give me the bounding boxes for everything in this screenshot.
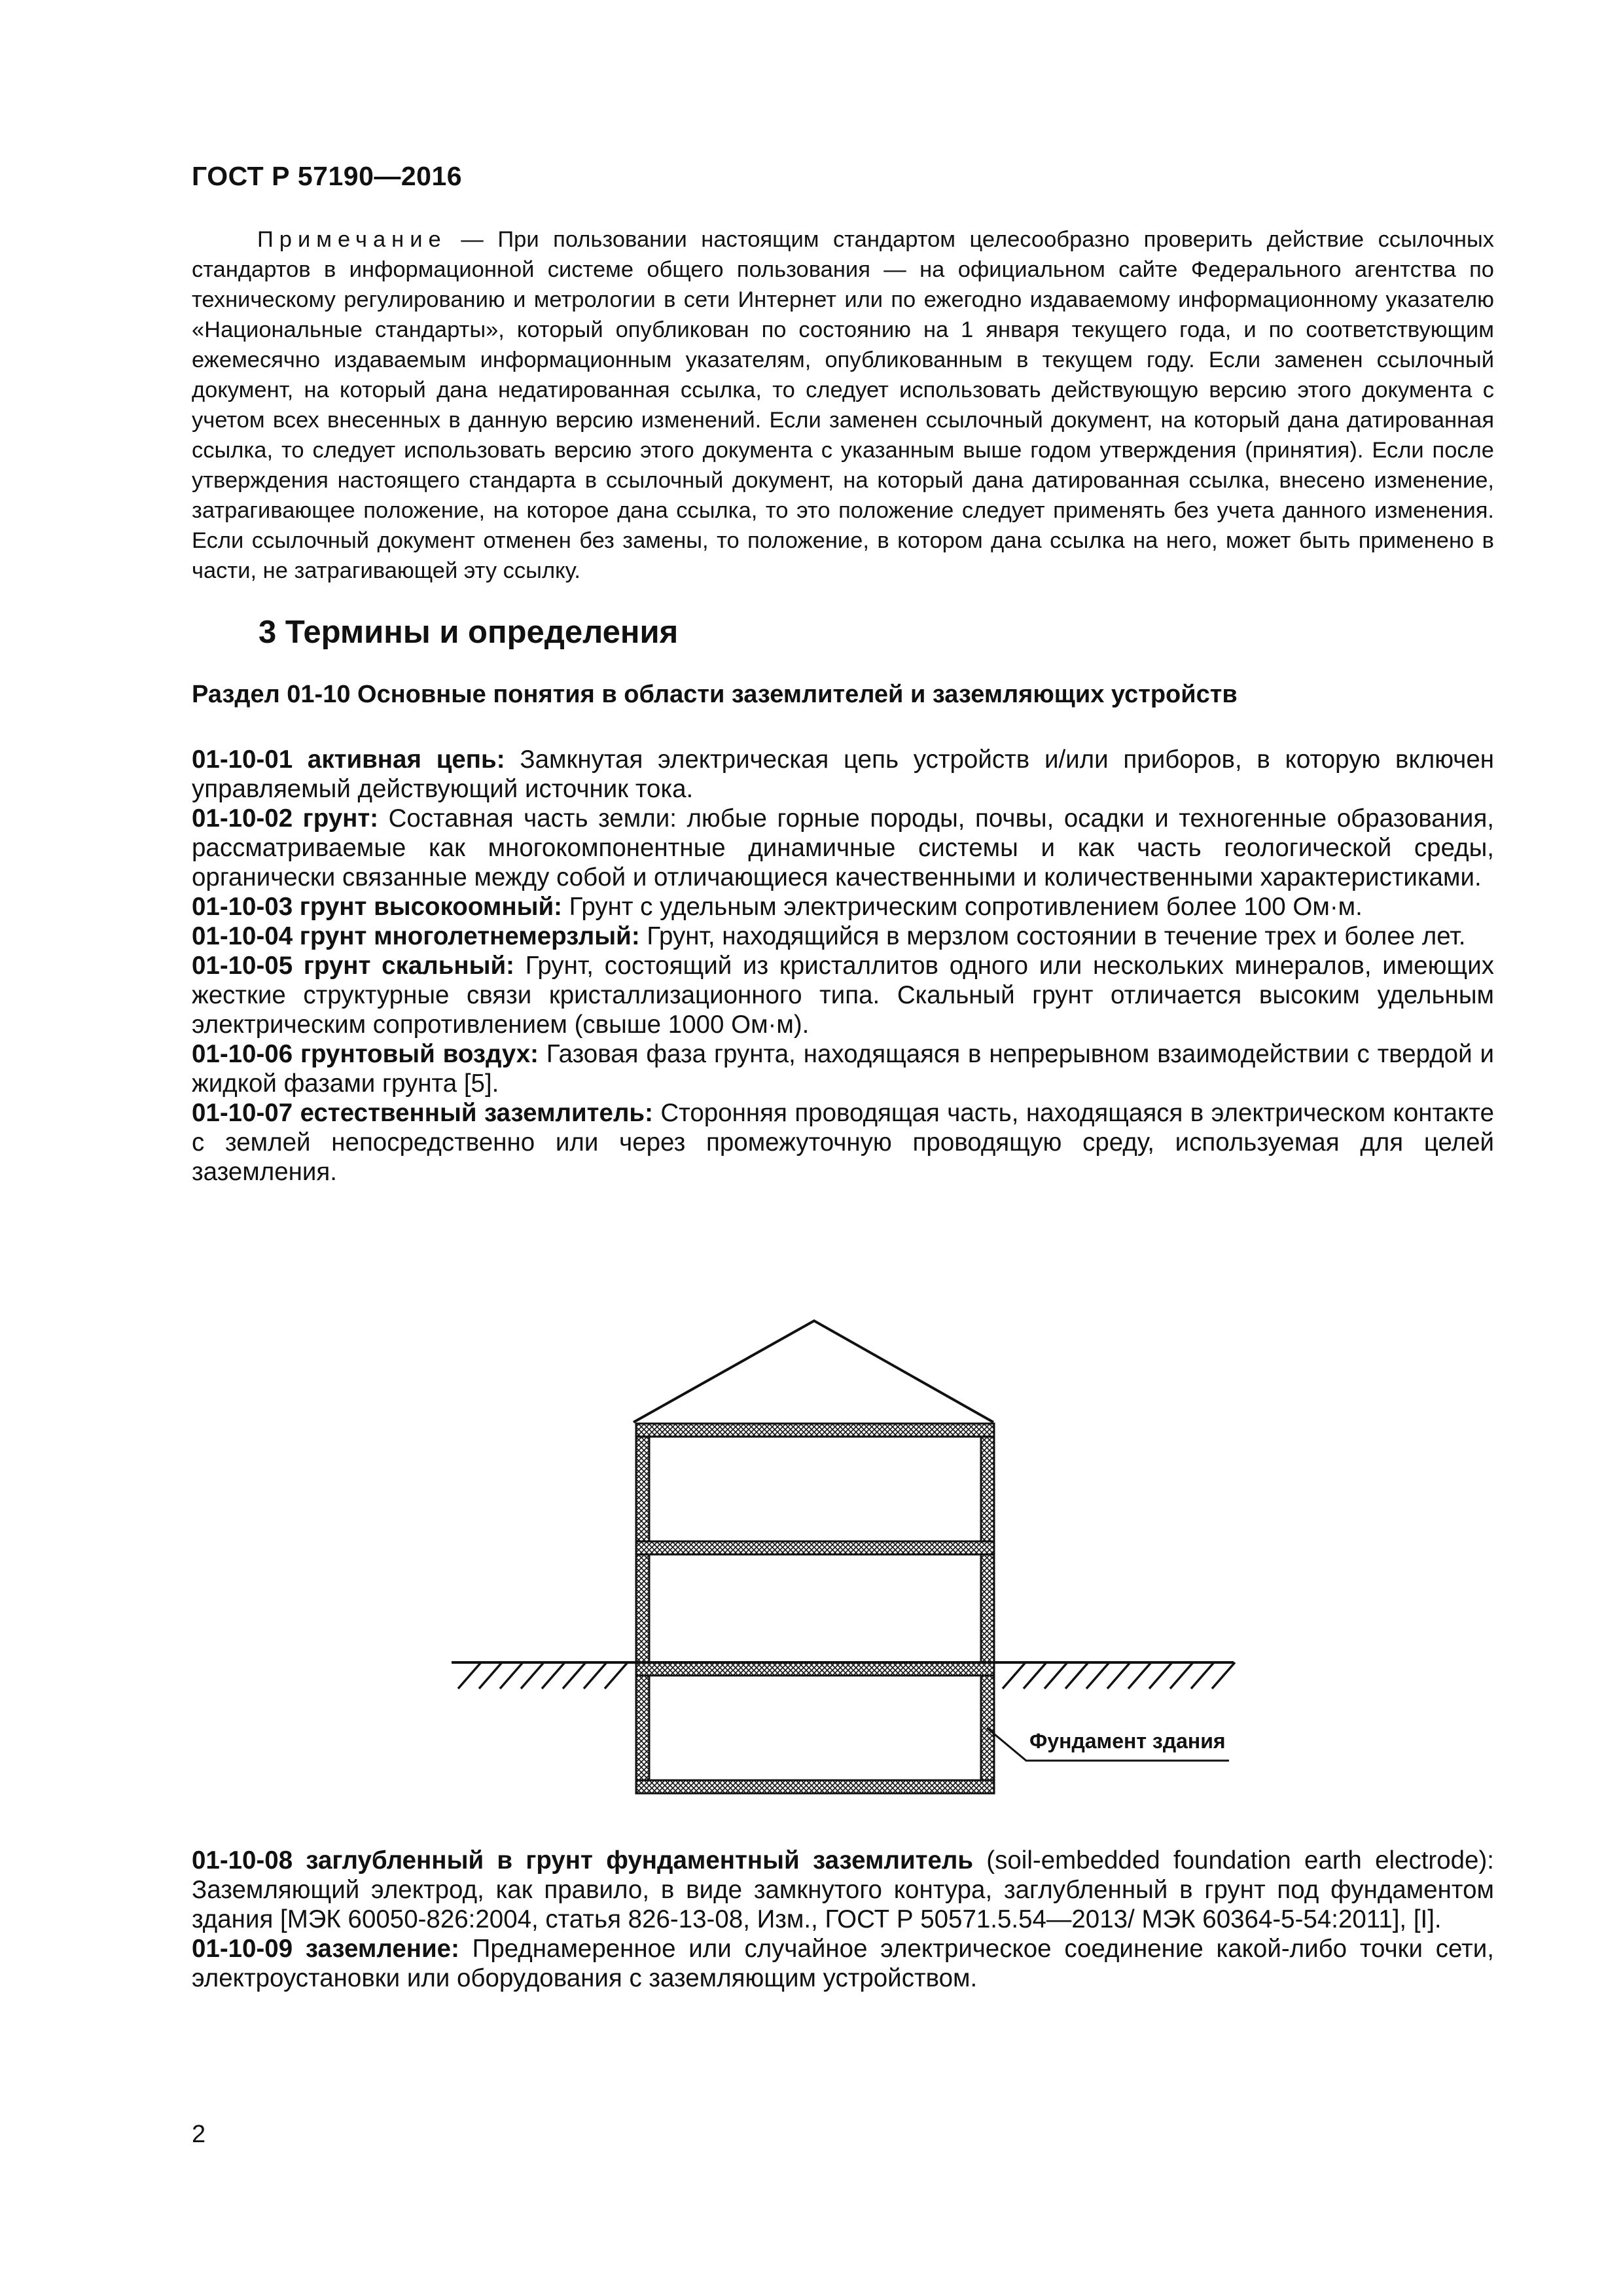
figure-caption: Фундамент здания [1029,1729,1226,1753]
subsection-title: Раздел 01-10 Основные понятия в области заземлителей и заземляющих устройств [192,681,1238,708]
term-entry [192,951,1494,1039]
top-slab [636,1424,994,1437]
term-entry [192,922,1494,951]
term-name: 01-10-09 заземление: [192,1935,459,1963]
term-name: 01-10-02 грунт: [192,804,379,833]
term-definition: Газовая фаза грунта, находящаяся в непрерывном взаимодействии с твердой и жидкой фазами грунта [5]. [192,1040,1494,1098]
term-name: 01-10-05 грунт скальный: [192,952,514,980]
page-number: 2 [192,2121,206,2148]
roof-line [633,1321,993,1422]
term-name: 01-10-04 грунт многолетнемерзлый: [192,922,640,950]
note-label: Примечание [257,227,447,252]
term-entry [192,1039,1494,1098]
right-wall [981,1424,994,1793]
ground-slab [636,1662,994,1676]
term-entry [192,1934,1494,1993]
terms-list-bottom [192,1846,1494,1993]
term-definition: Замкнутая электрическая цепь устройств и/или приборов, в которую включен управляемый действующий источник тока. [192,745,1494,803]
section-title: 3 Термины и определения [259,615,679,650]
middle-slab [636,1541,994,1554]
term-name: 01-10-07 естественный заземлитель: [192,1099,653,1127]
standard-header: ГОСТ Р 57190—2016 [192,161,463,191]
term-definition: (soil-embedded foundation earth electrode): Заземляющий электрод, как правило, в виде замкнутого контура, заглубленный в грунт под фундаментом здания [МЭК 60050-826:2004, статья 826-13-08, Изм., ГОСТ Р 50571.5.54—2013/ МЭК 60364-5-54:2011], [I]. [192,1846,1494,1933]
term-definition: Сторонняя проводящая часть, находящаяся в электрическом контакте с землей непосредственно или через промежуточную проводящую среду, используемая для целей заземления. [192,1099,1494,1186]
term-entry [192,1098,1494,1187]
term-name: 01-10-01 активная цепь: [192,745,505,774]
term-entry [192,745,1494,804]
terms-list-top [192,745,1494,1187]
note-paragraph [192,224,1494,586]
term-name: 01-10-06 грунтовый воздух: [192,1040,539,1068]
left-wall [636,1424,649,1793]
term-entry [192,804,1494,892]
note-text: — При пользовании настоящим стандартом целесообразно проверить действие ссылочных стандартов в информационной системе общего пользования — на официальном сайте Федерального агентства по техническому регулированию и метрологии в сети Интернет или по ежегодно издаваемому информационному указателю «Национальные стандарты», который опубликован по состоянию на 1 января текущего года, и по соответствующим ежемесячно издаваемым информационным указателям, опубликованным в текущем году. Если заменен ссылочный документ, на который дана недатированная ссылка, то следует использовать действующую версию этого документа с учетом всех внесенных в данную версию изменений. Если заменен ссылочный документ, на который дана датированная ссылка, то следует использовать версию этого документа с указанным выше годом утверждения (принятия). Если после утверждения настоящего стандарта в ссылочный документ, на который дана датированная ссылка, внесено изменение, затрагивающее положение, на которое дана ссылка, то это положение следует применять без учета данного изменения. Если ссылочный документ отменен без замены, то положение, в котором дана ссылка на него, может быть применено в части, не затрагивающей эту ссылку. [192,227,1494,583]
term-entry [192,892,1494,922]
term-name: 01-10-08 заглубленный в грунт фундаментный заземлитель [192,1846,974,1874]
note-block [192,224,1494,586]
term-entry [192,1846,1494,1934]
foundation-slab [636,1780,994,1793]
term-definition: Составная часть земли: любые горные породы, почвы, осадки и техногенные образования, рассматриваемые как многокомпонентные динамичные системы и как часть геологической среды, органически связанные между собой и отличающиеся качественными и количественными характеристиками. [192,804,1494,891]
term-definition: Преднамеренное или случайное электрическое соединение какой-либо точки сети, электроустановки или оборудования с заземляющим устройством. [192,1935,1494,1992]
term-name: 01-10-03 грунт высокоомный: [192,893,562,921]
term-definition: Грунт, находящийся в мерзлом состоянии в течение трех и более лет. [639,922,1466,950]
term-definition: Грунт с удельным электрическим сопротивлением более 100 Ом·м. [562,893,1363,921]
term-definition: Грунт, состоящий из кристаллитов одного или нескольких минералов, имеющих жесткие структурные связи кристаллизационного типа. Скальный грунт отличается высоким удельным электрическим сопротивлением (свыше 1000 Ом·м). [192,952,1494,1039]
